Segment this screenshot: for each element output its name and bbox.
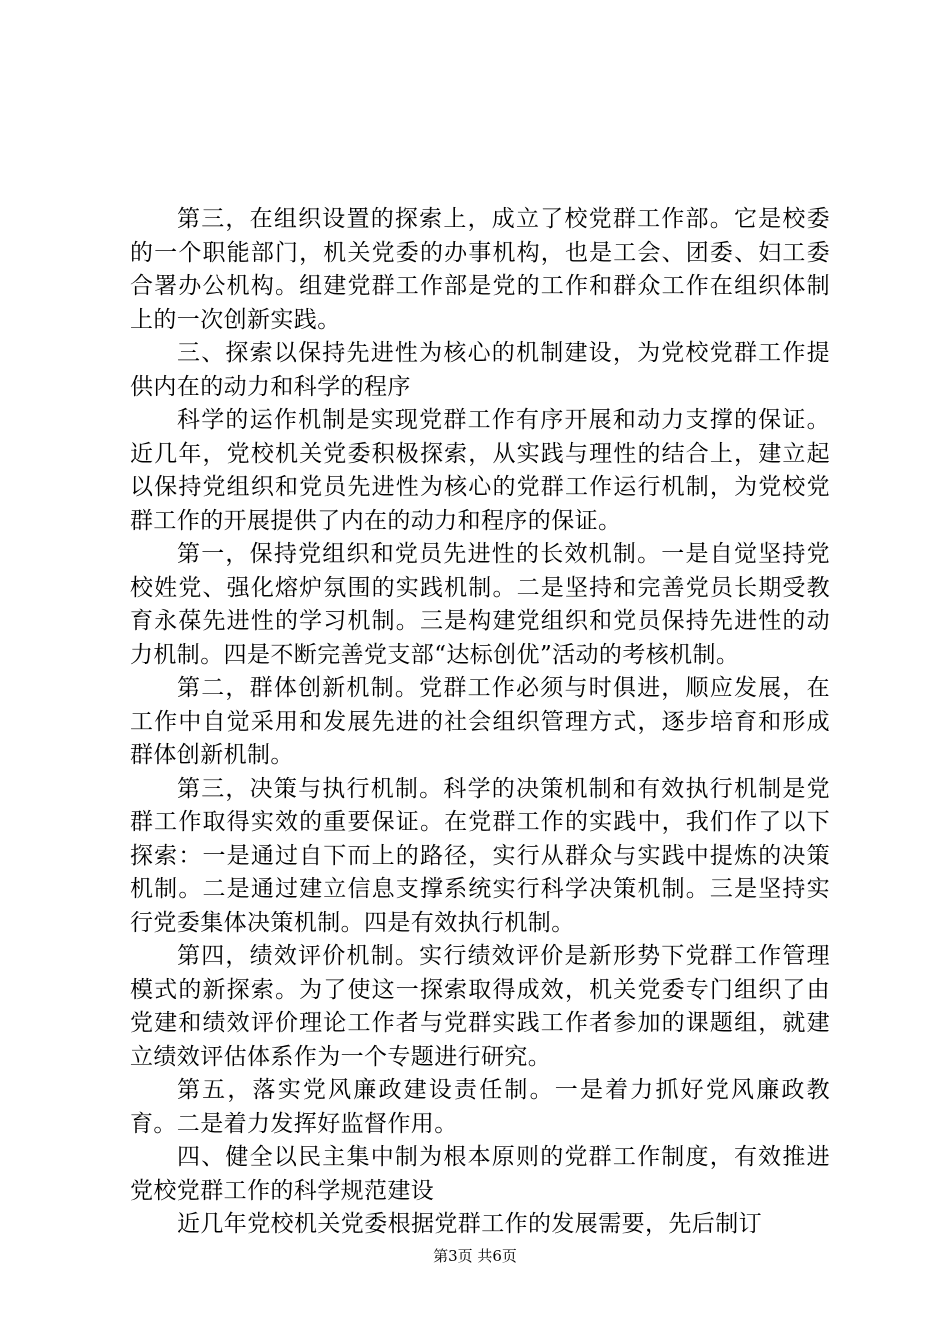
paragraph-organization-setup: 第三，在组织设置的探索上，成立了校党群工作部。它是校委的一个职能部门，机关党委的办事机构，也是工会、团委、妇工委合署办公机构。组建党群工作部是党的工作和群众工作在组织体制上的一次创新实践。 [130, 206, 830, 333]
body-text [130, 203, 830, 1242]
paragraph-anti-corruption: 第五，落实党风廉政建设责任制。一是着力抓好党风廉政教育。二是着力发挥好监督作用。 [130, 1077, 830, 1137]
paragraph-performance-evaluation: 第四，绩效评价机制。实行绩效评价是新形势下党群工作管理模式的新探索。为了使这一探索取得成效，机关党委专门组织了由党建和绩效评价理论工作者与党群实践工作者参加的课题组，就建立绩效评估体系作为一个专题进行研究。 [130, 943, 830, 1070]
page-footer [0, 1246, 950, 1266]
paragraph-regulations: 近几年党校机关党委根据党群工作的发展需要，先后制订 [177, 1211, 762, 1237]
paragraph-operating-mechanism: 科学的运作机制是实现党群工作有序开展和动力支撑的保证。近几年，党校机关党委积极探索，从实践与理性的结合上，建立起以保持党组织和党员先进性为核心的党群工作运行机制，为党校党群工作的开展提供了内在的动力和程序的保证。 [130, 407, 830, 534]
section-heading-mechanism: 三、探索以保持先进性为核心的机制建设，为党校党群工作提供内在的动力和科学的程序 [130, 340, 830, 400]
paragraph-decision-mechanism: 第三，决策与执行机制。科学的决策机制和有效执行机制是党群工作取得实效的重要保证。在党群工作的实践中，我们作了以下探索：一是通过自下而上的路径，实行从群众与实践中提炼的决策机制。二是通过建立信息支撑系统实行科学决策机制。三是坚持实行党委集体决策机制。四是有效执行机制。 [130, 775, 830, 936]
paragraph-long-term-mechanism: 第一，保持党组织和党员先进性的长效机制。一是自觉坚持党校姓党、强化熔炉氛围的实践机制。二是坚持和完善党员长期受教育永葆先进性的学习机制。三是构建党组织和党员保持先进性的动力机制。四是不断完善党支部“达标创优”活动的考核机制。 [130, 541, 830, 668]
page-number: 第3页 共6页 [433, 1247, 517, 1265]
section-heading-system-building: 四、健全以民主集中制为根本原则的党群工作制度，有效推进党校党群工作的科学规范建设 [130, 1144, 830, 1204]
paragraph-innovation-mechanism: 第二，群体创新机制。党群工作必须与时俱进，顺应发展，在工作中自觉采用和发展先进的社会组织管理方式，逐步培育和形成群体创新机制。 [130, 675, 830, 768]
